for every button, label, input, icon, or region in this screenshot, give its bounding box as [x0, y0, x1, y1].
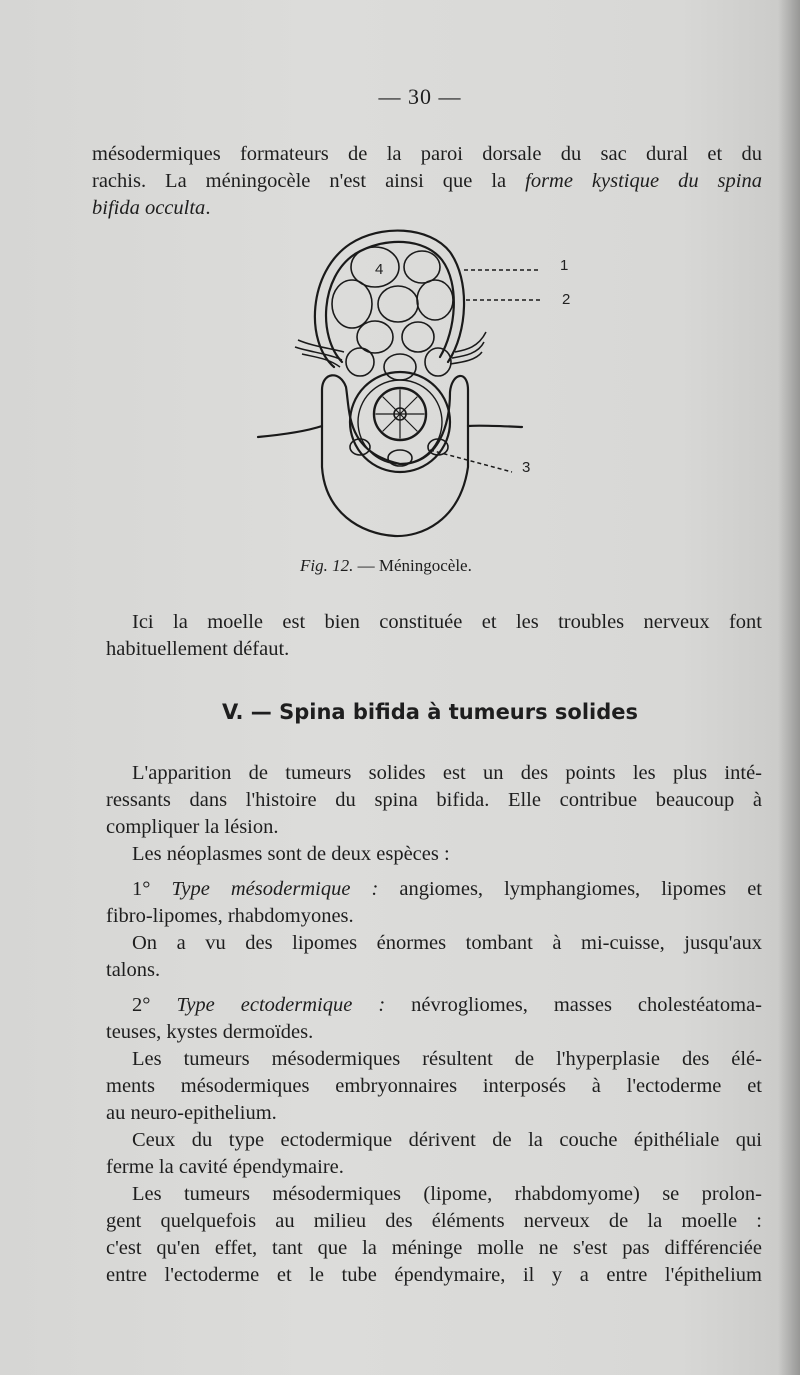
italic-text: bifida occulta: [92, 197, 206, 219]
text-line: [106, 876, 762, 903]
italic-text: Type ectodermique :: [176, 994, 386, 1016]
upper-sac-inner: [326, 242, 454, 362]
text-line: ressants dans l'histoire du spina bifida. Elle contribue beaucoup à: [106, 789, 762, 811]
text-line: c'est qu'en effet, tant que la méninge molle ne s'est pas différenciée: [106, 1237, 762, 1259]
outer-sac: [322, 375, 468, 536]
page-edge-shadow: [778, 0, 800, 1375]
figure-label-3: 3: [522, 459, 531, 476]
text-line: fibro-lipomes, rhabdomyones.: [106, 905, 354, 927]
text-line: talons.: [106, 959, 161, 981]
figure-caption: [300, 556, 472, 576]
text-line: habituellement défaut.: [106, 638, 290, 660]
italic-text: forme kystique du spina: [525, 170, 762, 192]
text-line: [92, 168, 762, 195]
skin-line-left: [258, 426, 322, 437]
nerve-roots: [295, 332, 486, 367]
list-number: 1°: [132, 878, 172, 900]
meningocele-figure: [250, 222, 590, 542]
figure-label-1: 1: [560, 257, 569, 274]
paragraph-ici: [106, 609, 762, 663]
text-line: au neuro-epithelium.: [106, 1102, 277, 1124]
text-line: Les néoplasmes sont de deux espèces :: [132, 843, 450, 865]
figure-number: Fig. 12.: [300, 556, 354, 575]
intro-paragraph: [92, 141, 762, 222]
body-text: [106, 760, 762, 1289]
text-line: ferme la cavité épendymaire.: [106, 1156, 344, 1178]
text-span: angiomes, lymphangiomes, lipomes et: [378, 878, 762, 900]
text-line: entre l'ectoderme et le tube épendymaire, il y a entre l'épithelium: [106, 1264, 762, 1286]
text-line: Les tumeurs mésodermiques (lipome, rhabdomyome) se prolon-: [132, 1183, 762, 1205]
text-line: Ceux du type ectodermique dérivent de la couche épithéliale qui: [132, 1129, 762, 1151]
meningocele-diagram: [250, 222, 590, 542]
text-line: compliquer la lésion.: [106, 816, 279, 838]
cord-hatching: [376, 390, 424, 438]
list-number: 2°: [132, 994, 177, 1016]
figure-label-2: 2: [562, 291, 571, 308]
figure-caption-text: — Méningocèle.: [353, 556, 472, 575]
section-heading: V. — Spina bifida à tumeurs solides: [221, 700, 639, 724]
text-line: On a vu des lipomes énormes tombant à mi-cuisse, jusqu'aux: [132, 932, 762, 954]
text-span: .: [205, 197, 211, 219]
text-line: mésodermiques formateurs de la paroi dorsale du sac dural et du: [92, 143, 762, 165]
text-line: L'apparition de tumeurs solides est un des points les plus inté-: [132, 762, 762, 784]
page-number: — 30 —: [378, 84, 462, 109]
skin-line-right: [468, 426, 522, 427]
text-line: [92, 195, 762, 222]
text-line: Les tumeurs mésodermiques résultent de l'hyperplasie des élé-: [132, 1048, 762, 1070]
text-line: [106, 992, 762, 1019]
italic-text: Type mésodermique :: [171, 878, 379, 900]
text-line: teuses, kystes dermoïdes.: [106, 1021, 314, 1043]
text-span: rachis. La méningocèle n'est ainsi que la: [92, 170, 526, 192]
text-line: gent quelquefois au milieu des éléments nerveux de la moelle :: [106, 1210, 762, 1232]
text-line: ments mésodermiques embryonnaires interposés à l'ectoderme et: [106, 1075, 762, 1097]
text-line: Ici la moelle est bien constituée et les troubles nerveux font: [132, 611, 762, 633]
figure-label-4: 4: [375, 261, 384, 278]
text-span: névrogliomes, masses cholestéatoma-: [385, 994, 762, 1016]
